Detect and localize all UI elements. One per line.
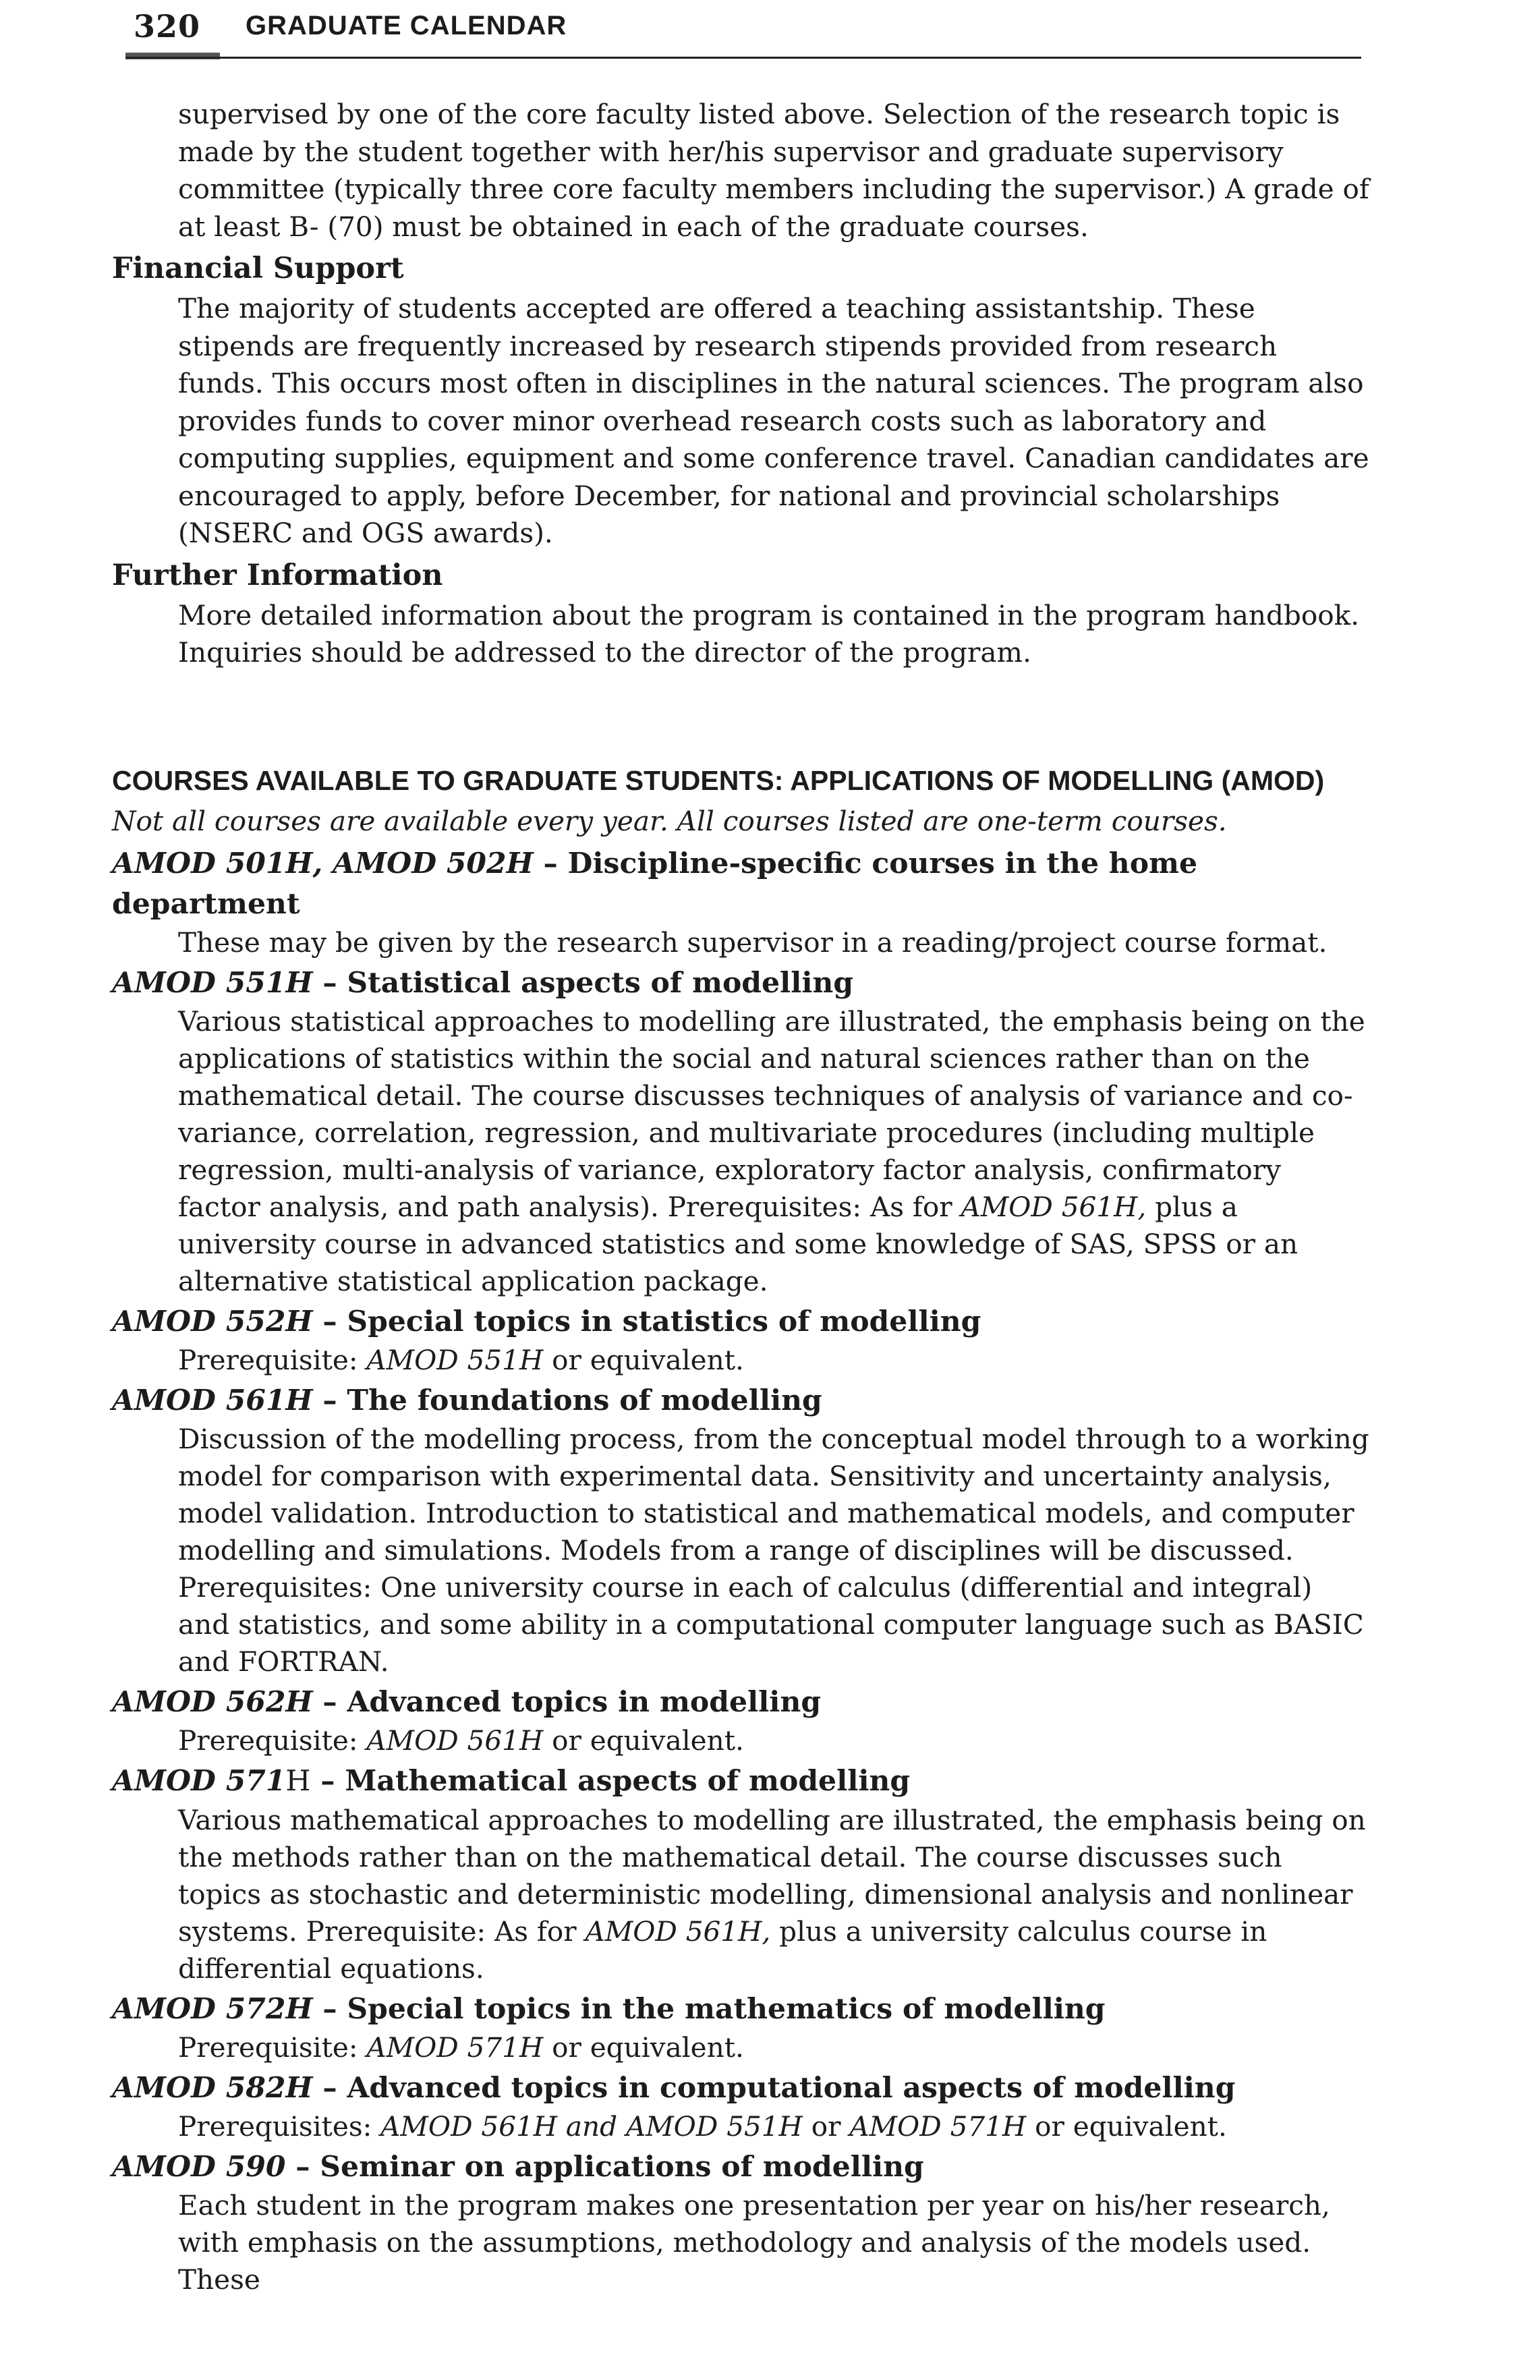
running-head: GRADUATE CALENDAR — [246, 11, 567, 40]
course-reference: AMOD 561H, — [585, 1915, 771, 1948]
course-description-text: Prerequisite: — [178, 1724, 367, 1757]
course-name: – Seminar on applications of modelling — [285, 2149, 924, 2184]
course-description-text: or equivalent. — [543, 1724, 744, 1757]
course-title — [112, 2147, 1369, 2187]
course-reference: AMOD 561H and AMOD 551H — [380, 2109, 803, 2143]
course-code: AMOD 561H — [112, 1383, 313, 1417]
course-reference: AMOD 571H — [849, 2109, 1027, 2143]
course-code: AMOD 501H, AMOD 502H — [112, 846, 534, 880]
section-heading-financial-support: Financial Support — [112, 252, 404, 285]
course-entry — [112, 1682, 1369, 1759]
course-title — [112, 2068, 1369, 2108]
course-description-text: plus a university course in advanced statistics and some knowledge of SAS, SPSS or an alternative statistical application package. — [178, 1190, 1299, 1297]
course-name: – Special topics in the mathematics of modelling — [312, 1991, 1106, 2026]
course-entry — [112, 1761, 1369, 1987]
course-name: – Advanced topics in modelling — [312, 1684, 822, 1719]
course-description: Each student in the program makes one presentation per year on his/her research, with emphasis on the assumptions, methodology and analysis of the models used. These — [178, 2188, 1330, 2296]
course-description-text: or equivalent. — [543, 1343, 744, 1376]
section-heading-further-information: Further Information — [112, 558, 443, 592]
course-description-text: Various mathematical approaches to modelling are illustrated, the emphasis being on the methods rather than on the mathematical detail. The course discusses such topics as stochastic and deterministic modelling, dimensional analysis and nonlinear systems. Prerequisite: As for — [178, 1803, 1366, 1948]
course-description-text: or equivalent. — [543, 2031, 744, 2064]
course-description — [112, 2029, 1369, 2066]
course-entry — [112, 1989, 1369, 2066]
course-name: – Mathematical aspects of modelling — [310, 1763, 911, 1798]
intro-paragraph: supervised by one of the core faculty listed above. Selection of the research topic is made by the student together with her/his supervisor and graduate supervisory committee (typically three core faculty members including the supervisor.) A grade of at least B- (70) must be obtained in each of the graduate courses. — [178, 98, 1369, 243]
course-entry — [112, 2147, 1369, 2298]
course-reference: AMOD 551H — [366, 1343, 544, 1376]
course-entry — [112, 843, 1369, 961]
course-entry — [112, 2068, 1369, 2145]
course-description: Discussion of the modelling process, from the conceptual model through to a working model for comparison with experimental data. Sensitivity and uncertainty analysis, model validation. Introduction to statistical and mathematical models, and computer modelling and simulations. Models from a range of disciplines will be discussed. Prerequisites: One university course in each of calculus (differential and integral) and statistics, and some ability in a computational computer language such as BASIC and FORTRAN. — [178, 1422, 1369, 1678]
course-code: AMOD 571 — [112, 1763, 286, 1798]
course-name: – The foundations of modelling — [312, 1383, 822, 1417]
header-rule — [125, 57, 1361, 59]
course-code: AMOD 582H — [112, 2070, 313, 2105]
course-title — [112, 843, 1369, 924]
section-text-financial-support: The majority of students accepted are offered a teaching assistantship. These stipends are frequently increased by research stipends provided from research funds. This occurs most often in disciplines in the natural sciences. The program also provides funds to cover minor overhead research costs such as laboratory and computing supplies, equipment and some conference travel. Canadian candidates are encouraged to apply, before December, for national and provincial scholarships (NSERC and OGS awards). — [178, 292, 1369, 549]
course-description — [112, 1003, 1369, 1300]
courses-heading: COURSES AVAILABLE TO GRADUATE STUDENTS: APPLICATIONS OF MODELLING (AMOD) — [112, 764, 1325, 796]
course-description-text: Prerequisite: — [178, 1343, 367, 1376]
page-number: 320 — [134, 8, 201, 45]
course-title — [112, 1761, 1369, 1802]
course-reference: AMOD 571H — [366, 2031, 544, 2064]
page-content — [112, 96, 1369, 2298]
course-description-text: Various statistical approaches to modelling are illustrated, the emphasis being on the applications of statistics within the social and natural sciences rather than on the mathematical detail. The course discusses techniques of analysis of variance and co-variance, correlation, regression, and multivariate procedures (including multiple regression, multi-analysis of variance, exploratory factor analysis, confirmatory factor analysis, and path analysis). Prerequisites: As for — [178, 1004, 1365, 1223]
course-code: AMOD 572H — [112, 1991, 313, 2026]
page-header — [125, 4, 1361, 58]
section-spacer — [112, 672, 1369, 760]
course-name: – Discipline-specific courses in the home department — [112, 846, 1198, 921]
section-text-further-information: More detailed information about the program is contained in the program handbook. Inquiries should be addressed to the director of the program. — [178, 598, 1360, 669]
course-description — [112, 2108, 1369, 2145]
course-title — [112, 1380, 1369, 1421]
course-description — [112, 1722, 1369, 1759]
course-reference: AMOD 561H, — [961, 1190, 1147, 1223]
course-description-text: plus a university calculus course in differential equations. — [178, 1915, 1267, 1985]
course-reference: AMOD 561H — [366, 1724, 544, 1757]
course-description — [112, 1342, 1369, 1379]
course-description-text: or equivalent. — [1026, 2109, 1227, 2143]
course-name: – Advanced topics in computational aspects of modelling — [312, 2070, 1236, 2105]
course-code: AMOD 562H — [112, 1684, 313, 1719]
course-description — [112, 1802, 1369, 1987]
course-code: AMOD 552H — [112, 1304, 313, 1338]
courses-note: Not all courses are available every year. All courses listed are one-term courses. — [112, 804, 1227, 837]
course-title — [112, 1682, 1369, 1722]
course-name: – Special topics in statistics of modelling — [312, 1304, 981, 1338]
course-description-text: Prerequisite: — [178, 2031, 367, 2064]
course-title — [112, 1301, 1369, 1342]
course-entry — [112, 1301, 1369, 1379]
course-description-text: or — [802, 2109, 850, 2143]
course-entry — [112, 1380, 1369, 1680]
course-code: AMOD 590 — [112, 2149, 286, 2184]
course-name: – Statistical aspects of modelling — [312, 965, 854, 1000]
course-title — [112, 963, 1369, 1003]
course-description: These may be given by the research supervisor in a reading/project course format. — [178, 926, 1328, 959]
course-description-text: Prerequisites: — [178, 2109, 381, 2143]
course-title — [112, 1989, 1369, 2029]
course-entry — [112, 963, 1369, 1300]
course-code-suffix: H — [285, 1764, 311, 1798]
course-code: AMOD 551H — [112, 965, 313, 1000]
